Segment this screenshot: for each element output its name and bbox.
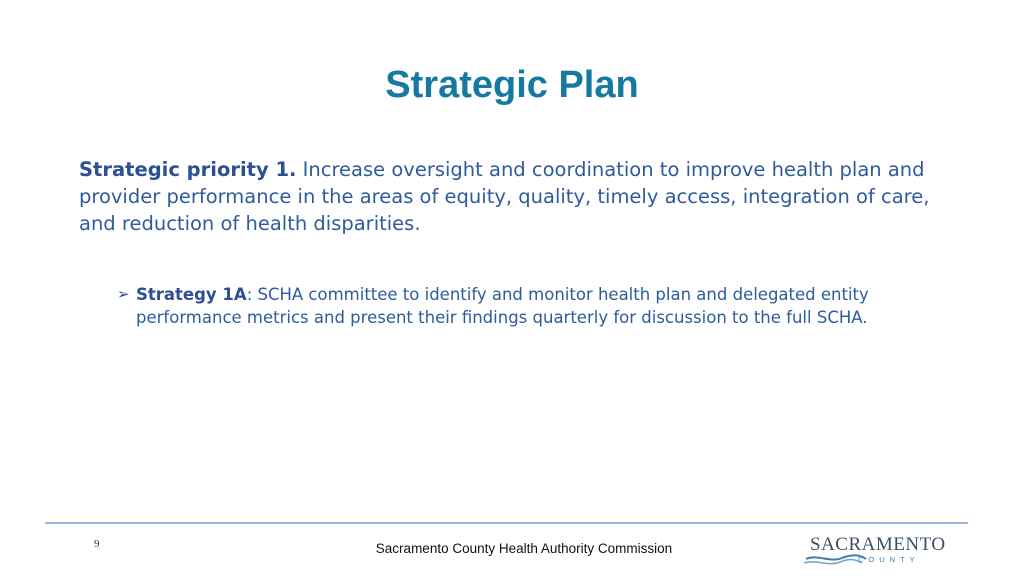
priority-text: Increase oversight and coordination to improve health plan and provider performance in the areas of equity, quality, timely access, integration of care, and reduction of health disparities. — [79, 158, 930, 235]
strategy-label: Strategy 1A — [136, 285, 247, 304]
page-number: 9 — [94, 538, 100, 550]
logo-subtitle: COUNTY — [858, 555, 920, 564]
sacramento-county-logo — [800, 532, 946, 570]
slide-title: Strategic Plan — [385, 64, 639, 106]
strategy-bullet-item — [117, 283, 947, 329]
priority-label: Strategic priority 1. — [79, 158, 297, 181]
footer-divider — [45, 522, 968, 524]
logo-wordmark: SACRAMENTO — [810, 534, 946, 555]
footer-organization-name: Sacramento County Health Authority Commission — [375, 541, 673, 556]
arrow-bullet-icon: ➢ — [117, 285, 130, 303]
strategy-paragraph — [136, 283, 947, 329]
strategic-priority-paragraph — [79, 156, 939, 237]
strategy-text: : SCHA committee to identify and monitor health plan and delegated entity performance metrics and present their findings quarterly for discussion to the full SCHA. — [136, 285, 869, 327]
